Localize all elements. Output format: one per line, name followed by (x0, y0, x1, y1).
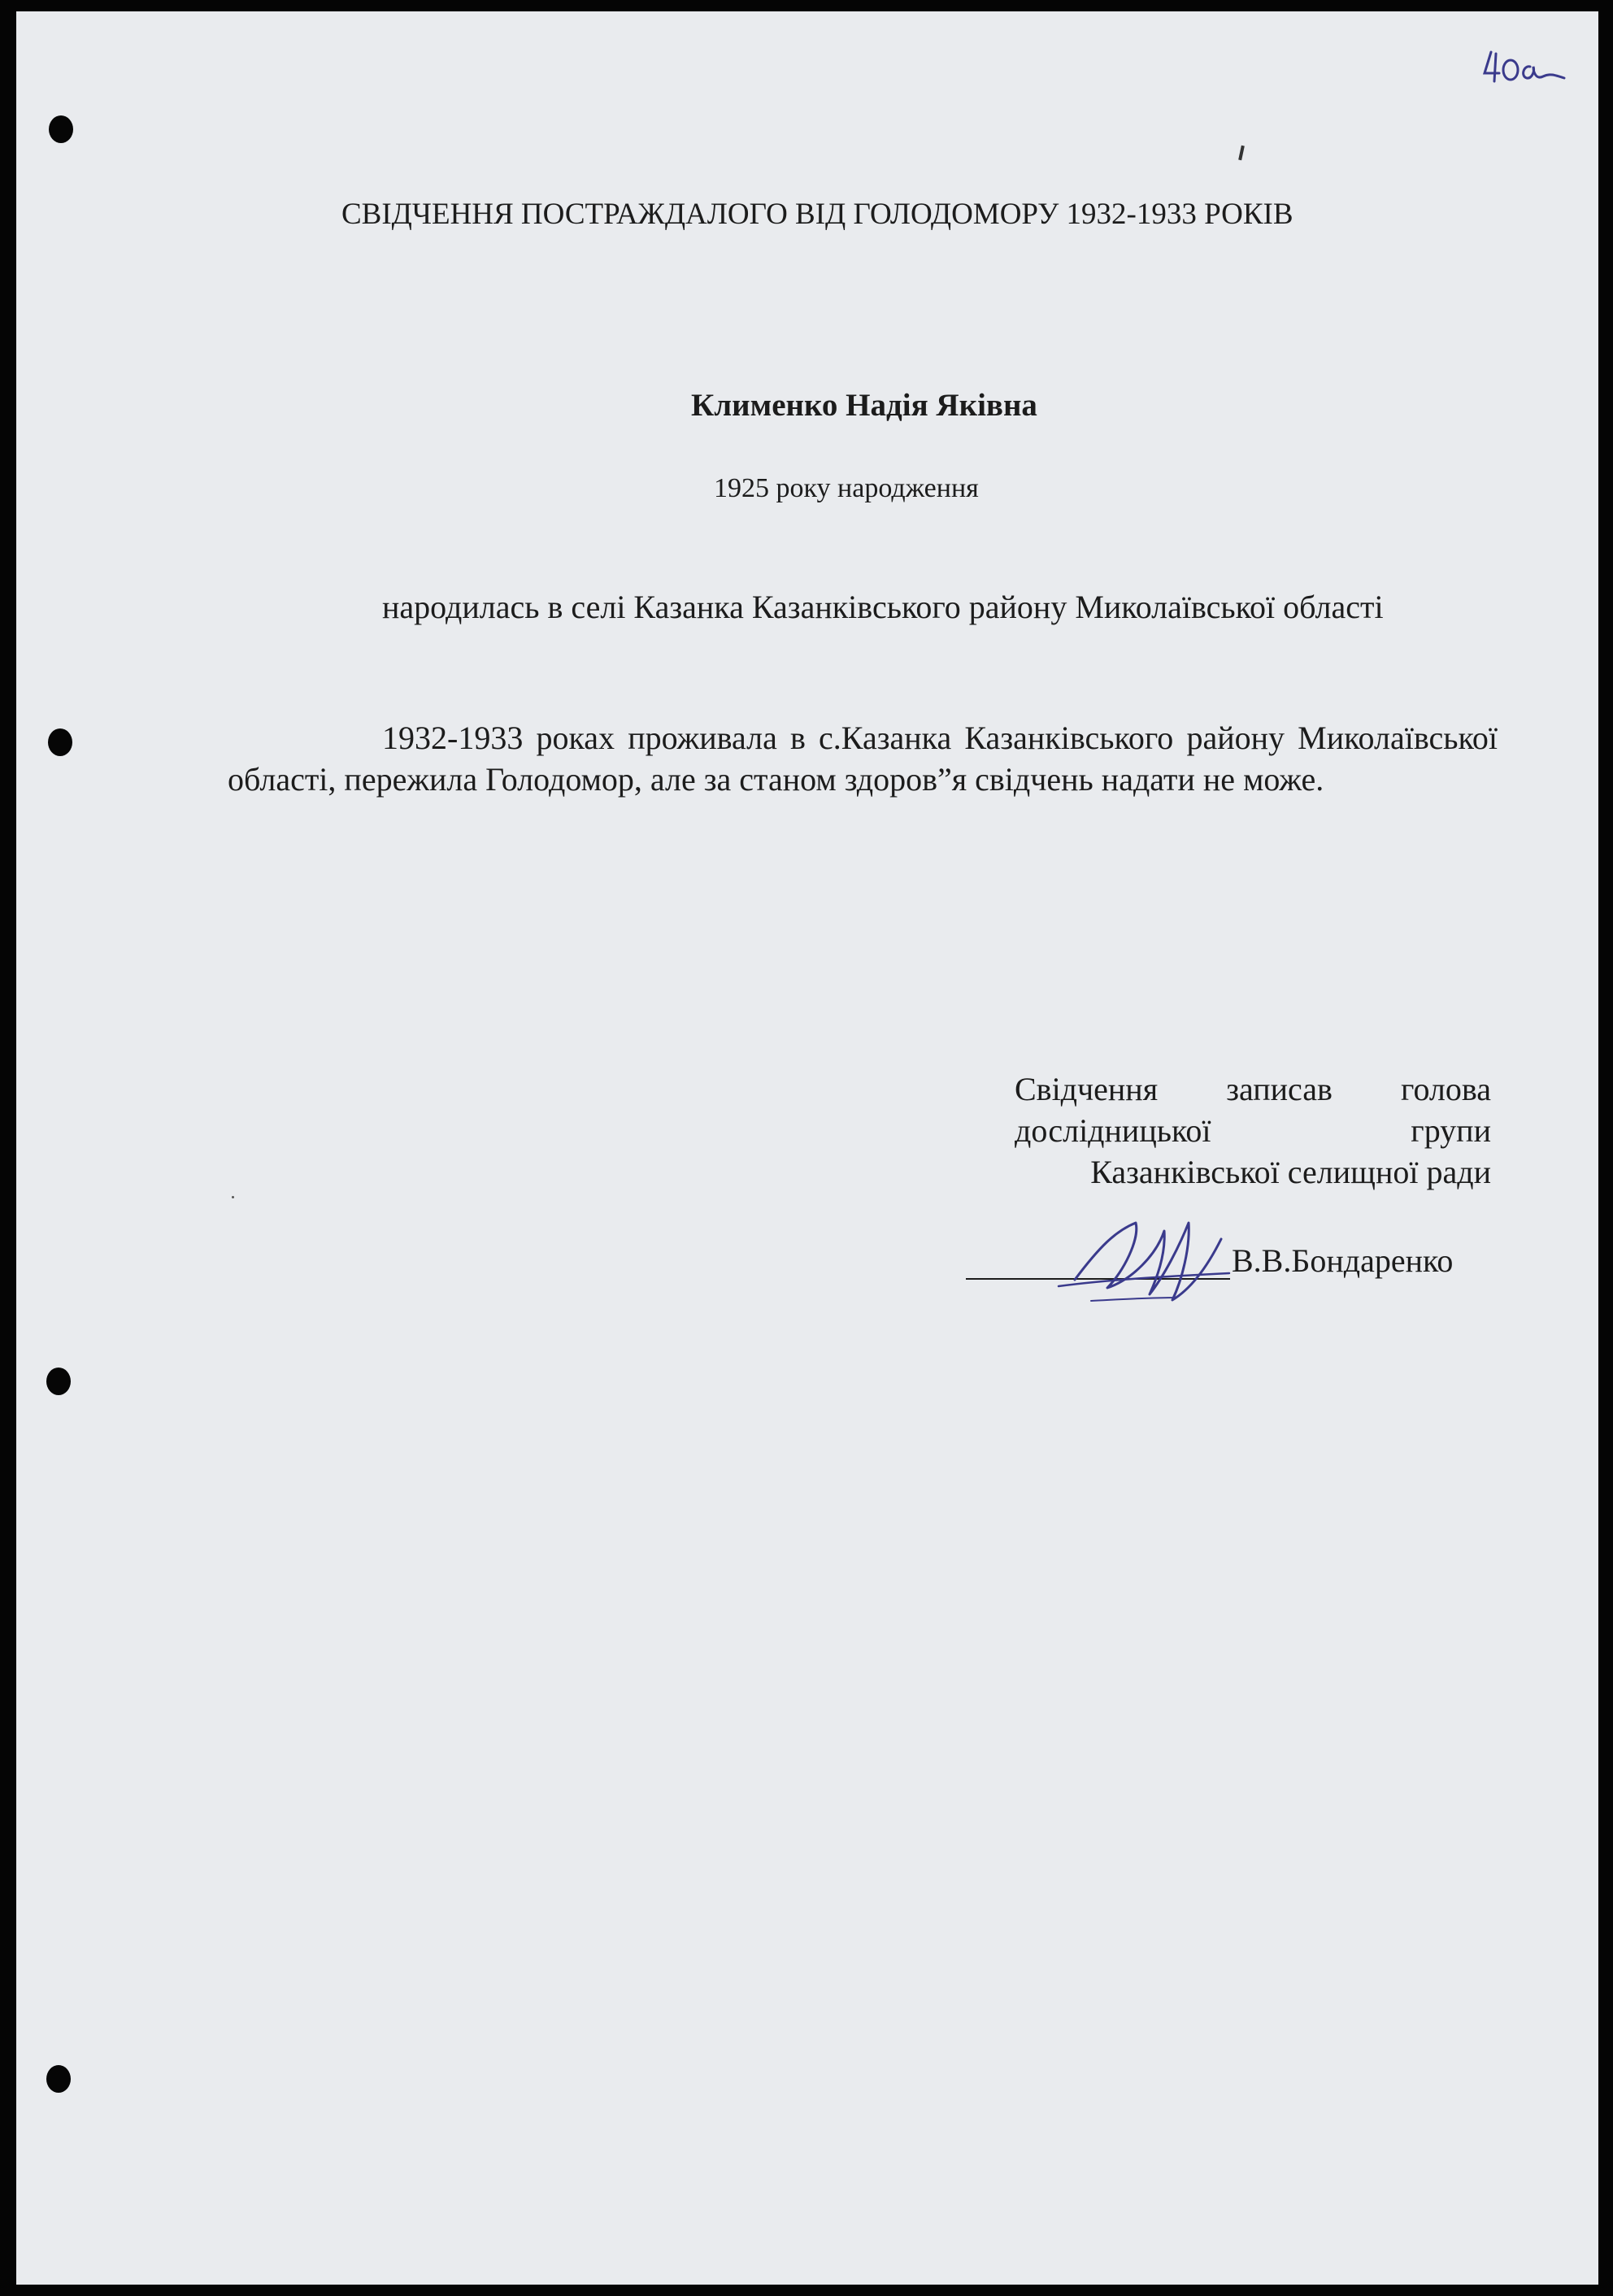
punch-hole (46, 1368, 71, 1395)
punch-hole (46, 2065, 71, 2093)
recorder-line: дослідницької групи (1015, 1112, 1491, 1149)
pen-dot (232, 1196, 234, 1198)
signer-name: В.В.Бондаренко (1232, 1242, 1454, 1279)
residence-paragraph: 1932-1933 роках проживала в с.Казанка Казанківського району Миколаївської області, пережила Голодомор, але за станом здоров”я свідчень надати не може. (228, 720, 1498, 798)
recorder-block (1015, 1068, 1491, 1193)
birth-place-paragraph: народилась в селі Казанка Казанківського району Миколаївської області (382, 589, 1384, 625)
punch-hole (48, 728, 72, 756)
document-page (16, 11, 1598, 2285)
signature (1042, 1198, 1237, 1312)
witness-name: Клименко Надія Яківна (691, 388, 1037, 423)
recorder-line: Свідчення записав голова (1015, 1071, 1491, 1107)
recorder-line: Казанківської селищної ради (1090, 1154, 1491, 1190)
birth-year: 1925 року народження (714, 473, 979, 503)
punch-hole (49, 115, 73, 143)
document-title: СВІДЧЕННЯ ПОСТРАЖДАЛОГО ВІД ГОЛОДОМОРУ 1932-1933 РОКІВ (341, 198, 1293, 231)
handwritten-page-number (1480, 44, 1569, 93)
pen-mark (1238, 146, 1245, 160)
